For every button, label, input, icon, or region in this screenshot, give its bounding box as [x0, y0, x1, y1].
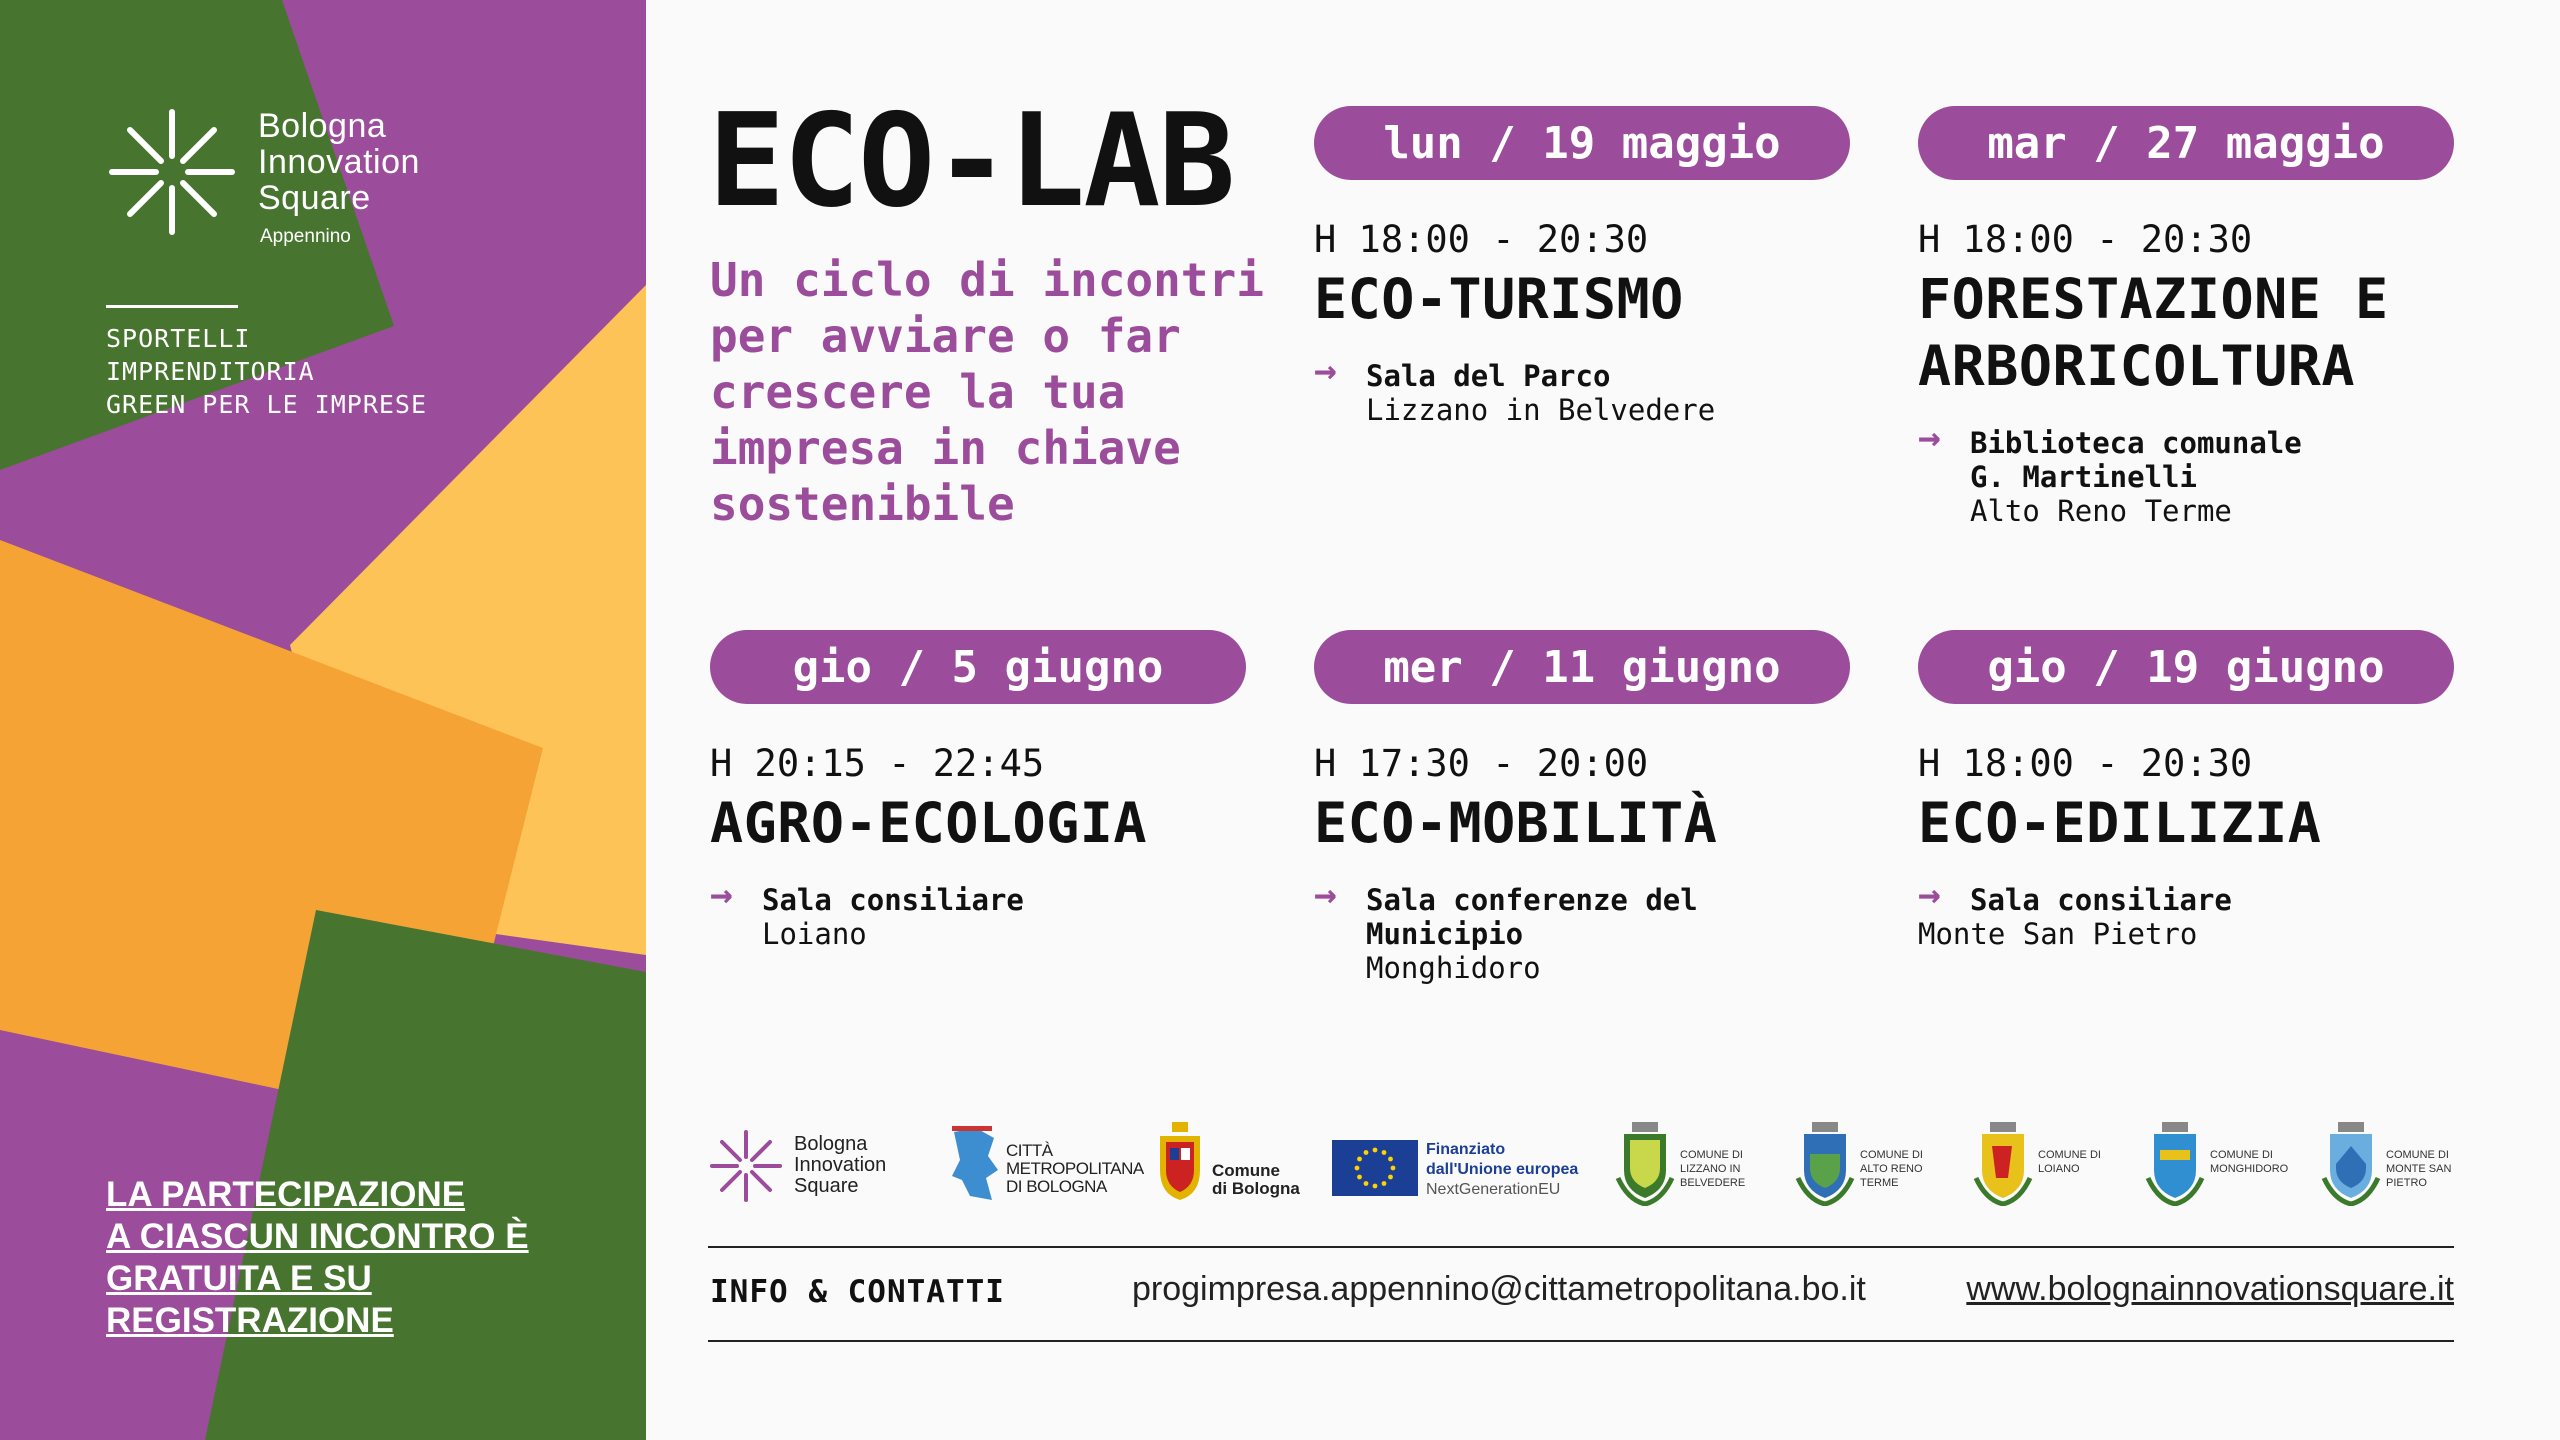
crest-icon: [2144, 1120, 2206, 1206]
brand-subname: Appennino: [260, 226, 351, 247]
brand-name: Bologna Innovation Square: [258, 107, 420, 217]
contact-email[interactable]: progimpresa.appennino@cittametropolitana.bo.it: [1132, 1270, 1866, 1308]
website-link[interactable]: www.bolognainnovationsquare.it: [1966, 1270, 2454, 1308]
event-location: → Sala conferenze del Municipio Monghidoro: [1314, 872, 1698, 985]
info-contacts-label: INFO & CONTATTI: [710, 1274, 1005, 1310]
crest-icon: [1794, 1120, 1856, 1206]
event-location: → Biblioteca comunale G. Martinelli Alto Reno Terme: [1918, 415, 2302, 528]
comune-loiano-logo: COMUNE DI LOIANO: [1972, 1120, 2132, 1210]
event-time: H 20:15 - 22:45: [710, 742, 1045, 785]
event-title: ECO-EDILIZIA: [1918, 791, 2322, 855]
event-location: → Sala consiliare Monte San Pietro: [1918, 872, 2232, 951]
crest-icon: [1972, 1120, 2034, 1206]
arrow-right-icon: →: [1918, 872, 1941, 916]
event-card: [1918, 630, 2458, 951]
event-date-badge: mer / 11 giugno: [1314, 630, 1850, 704]
event-title: FORESTAZIONE E ARBORICOLTURA: [1918, 267, 2389, 398]
footer-divider-top: [708, 1246, 2454, 1248]
event-title: AGRO-ECOLOGIA: [710, 791, 1147, 855]
event-location: → Sala del Parco Lizzano in Belvedere: [1314, 348, 1716, 427]
eu-funded-logo: Finanziato dall'Unione europea NextGenerationEU: [1332, 1120, 1602, 1210]
crest-icon: [1152, 1120, 1208, 1204]
partner-logos: [708, 1120, 2458, 1210]
subtitle: Un ciclo di incontri per avviare o far crescere la tua impresa in chiave sostenibile: [710, 253, 1264, 531]
page-title: ECO-LAB: [708, 87, 1234, 236]
event-date-badge: lun / 19 maggio: [1314, 106, 1850, 180]
event-title: ECO-MOBILITÀ: [1314, 791, 1718, 855]
comune-alto-reno-logo: COMUNE DI ALTO RENO TERME: [1794, 1120, 1954, 1210]
tagline: SPORTELLI IMPRENDITORIA GREEN PER LE IMPRESE: [106, 324, 428, 419]
lion-icon: [948, 1126, 1002, 1206]
comune-di-bologna-logo: Comune di Bologna: [1152, 1120, 1322, 1210]
event-time: H 18:00 - 20:30: [1314, 218, 1649, 261]
bologna-innovation-square-logo: Bologna Innovation Square: [708, 1120, 928, 1210]
event-date-badge: mar / 27 maggio: [1918, 106, 2454, 180]
left-panel: [0, 0, 646, 1440]
brand-logo: [106, 106, 506, 256]
sunburst-icon: [106, 106, 246, 246]
eu-flag-icon: [1332, 1140, 1418, 1196]
event-card: [1314, 106, 1854, 427]
event-date-badge: gio / 19 giugno: [1918, 630, 2454, 704]
comune-monghidoro-logo: COMUNE DI MONGHIDORO: [2144, 1120, 2304, 1210]
event-title: ECO-TURISMO: [1314, 267, 1684, 331]
event-time: H 18:00 - 20:30: [1918, 218, 2253, 261]
arrow-right-icon: →: [710, 872, 733, 916]
event-card: [1918, 106, 2458, 528]
event-time: H 18:00 - 20:30: [1918, 742, 2253, 785]
comune-lizzano-logo: COMUNE DI LIZZANO IN BELVEDERE: [1614, 1120, 1774, 1210]
footer-divider-bottom: [708, 1340, 2454, 1342]
arrow-right-icon: →: [1314, 348, 1337, 392]
crest-icon: [1614, 1120, 1676, 1206]
arrow-right-icon: →: [1918, 415, 1941, 459]
event-card: [710, 630, 1250, 951]
sunburst-icon: [708, 1126, 788, 1206]
crest-icon: [2320, 1120, 2382, 1206]
comune-monte-san-pietro-logo: COMUNE DI MONTE SAN PIETRO: [2320, 1120, 2470, 1210]
event-location: → Sala consiliare Loiano: [710, 872, 1024, 951]
citta-metropolitana-logo: CITTÀ METROPOLITANA DI BOLOGNA: [948, 1120, 1128, 1210]
participation-notice: LA PARTECIPAZIONE A CIASCUN INCONTRO È GRATUITA E SU REGISTRAZIONE: [106, 1175, 529, 1340]
divider: [106, 305, 238, 308]
event-card: [1314, 630, 1854, 985]
event-date-badge: gio / 5 giugno: [710, 630, 1246, 704]
event-time: H 17:30 - 20:00: [1314, 742, 1649, 785]
arrow-right-icon: →: [1314, 872, 1337, 916]
